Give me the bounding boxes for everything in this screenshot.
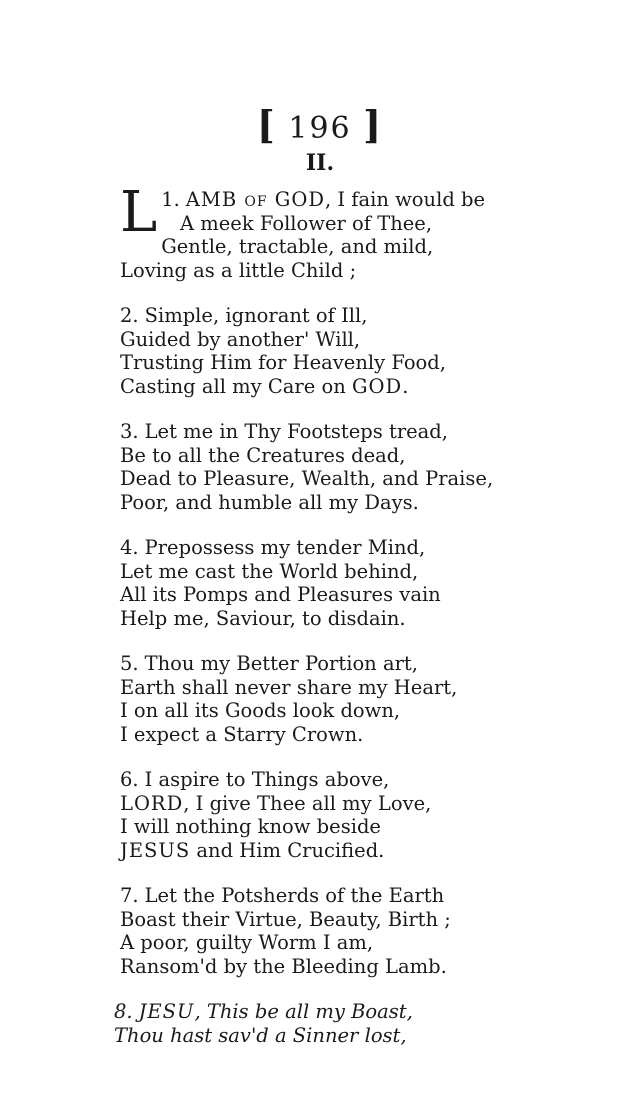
small-caps-lord: LORD (120, 791, 184, 815)
small-caps-jesus: JESUS (120, 838, 191, 862)
line-text: . (402, 374, 409, 398)
line-text: Prepossess my tender Mind, (144, 536, 426, 559)
stanza-1-line-4: Loving as a little Child ; (120, 258, 357, 282)
stanza-number: 4. (120, 536, 139, 559)
hymn-number: II. (305, 150, 335, 176)
stanza-1 (120, 180, 493, 282)
stanza-number: 8. (114, 1000, 133, 1023)
stanza-2-line-3: Trusting Him for Heavenly Food, (120, 351, 446, 374)
stanza-7-line-4: Ransom'd by the Bleeding Lamb. (120, 954, 447, 978)
stanza-7 (120, 884, 493, 978)
stanza-6 (120, 768, 493, 862)
stanza-7-line-1 (120, 884, 493, 908)
stanza-5 (120, 652, 493, 746)
small-caps-god: GOD (274, 188, 325, 211)
stanza-4-line-1 (120, 536, 493, 560)
stanza-8 (114, 1000, 493, 1047)
stanza-4-line-2: Let me cast the World behind, (120, 559, 419, 583)
stanza-6-line-4 (120, 839, 493, 863)
hymn-text (114, 180, 494, 1069)
stanza-7-line-3: A poor, guilty Worm I am, (120, 931, 374, 954)
line-text: , I give Thee all my Love, (183, 791, 432, 815)
stanza-3 (120, 420, 493, 514)
stanza-6-line-2 (120, 792, 493, 816)
page-number (0, 102, 640, 147)
stanza-5-line-1 (120, 652, 493, 676)
stanza-6-line-3: I will nothing know beside (120, 815, 381, 838)
stanza-3-line-2: Be to all the Creatures dead, (120, 443, 406, 467)
line-text: , I fain would be (324, 188, 486, 211)
page-number-bracket-close: ] (363, 102, 384, 147)
page-number-value: 196 (288, 111, 352, 146)
stanza-2-line-2: Guided by another' Will, (120, 327, 361, 351)
stanza-8-line-1 (114, 1000, 493, 1024)
line-text: and Him Crucified. (190, 838, 385, 862)
line-text: Let me in Thy Footsteps tread, (144, 420, 448, 443)
stanza-3-line-4: Poor, and humble all my Days. (120, 490, 419, 514)
stanza-5-line-2: Earth shall never share my Heart, (120, 675, 458, 699)
stanza-5-line-4: I expect a Starry Crown. (120, 722, 364, 746)
small-caps-text: AMB of (185, 188, 275, 211)
stanza-number: 2. (120, 304, 139, 327)
stanza-7-line-2: Boast their Virtue, Beauty, Birth ; (120, 907, 451, 931)
line-text: Simple, ignorant of Ill, (144, 304, 368, 327)
stanza-4 (120, 536, 493, 630)
small-caps-god: GOD (351, 374, 403, 398)
line-text: Thou my Better Portion art, (144, 652, 418, 675)
stanza-number: 3. (120, 420, 139, 443)
stanza-number: 1. (161, 188, 180, 211)
line-text: I aspire to Things above, (144, 768, 390, 791)
stanza-6-line-1 (120, 768, 493, 792)
line-text: , This be all my Boast, (194, 1000, 413, 1023)
stanza-2-line-1 (120, 304, 493, 328)
stanza-4-line-4: Help me, Saviour, to disdain. (120, 606, 406, 630)
stanza-3-line-3: Dead to Pleasure, Wealth, and Praise, (120, 467, 494, 490)
stanza-number: 5. (120, 652, 139, 675)
stanza-2-line-4 (120, 375, 493, 399)
line-text: Casting all my Care on (120, 374, 352, 398)
small-caps-jesu: JESU (138, 1000, 195, 1023)
stanza-2 (120, 304, 493, 398)
drop-cap: L (120, 180, 158, 245)
stanza-5-line-3: I on all its Goods look down, (120, 699, 401, 722)
stanza-number: 7. (120, 884, 139, 907)
stanza-8-line-2: Thou hast sav'd a Sinner lost, (114, 1023, 407, 1047)
stanza-1-line-2: A meek Follower of Thee, (180, 211, 433, 235)
stanza-1-line-3: Gentle, tractable, and mild, (161, 235, 434, 258)
line-text: Let the Potsherds of the Earth (144, 884, 445, 907)
stanza-4-line-3: All its Pomps and Pleasures vain (120, 583, 441, 606)
stanza-3-line-1 (120, 420, 493, 444)
stanza-number: 6. (120, 768, 139, 791)
page-number-bracket-open: [ (256, 102, 277, 147)
